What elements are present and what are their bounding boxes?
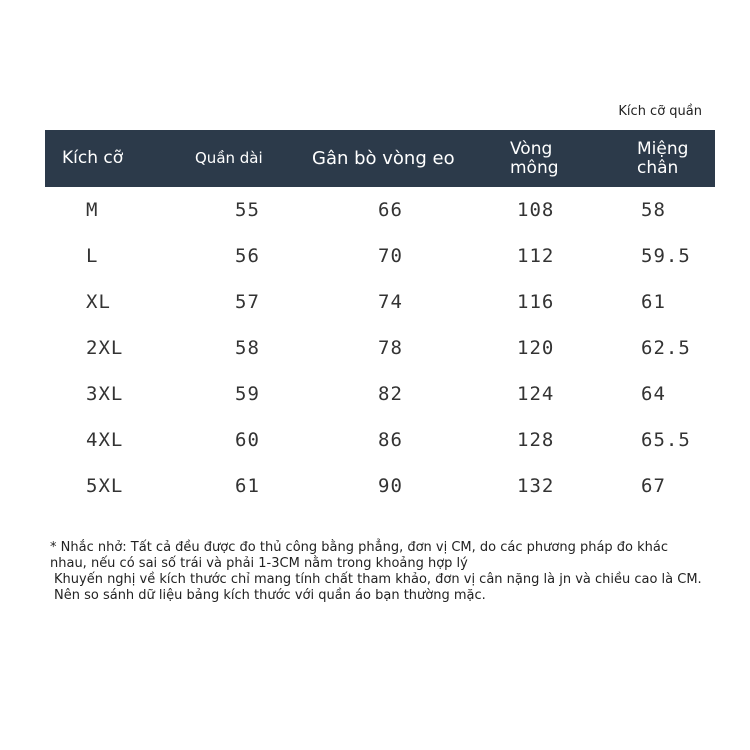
header-leg-opening: Miệng chân [637, 138, 689, 178]
cell-length: 59 [235, 383, 260, 405]
cell-leg-opening: 67 [641, 475, 666, 497]
cell-length: 55 [235, 199, 260, 221]
cell-hip: 116 [517, 291, 555, 313]
cell-leg-opening: 64 [641, 383, 666, 405]
cell-hip: 124 [517, 383, 555, 405]
header-length: Quần dài [195, 149, 263, 167]
table-row [45, 417, 715, 463]
cell-hip: 108 [517, 199, 555, 221]
cell-hip: 132 [517, 475, 555, 497]
cell-hip: 112 [517, 245, 555, 267]
cell-waist: 70 [378, 245, 403, 267]
cell-waist: 78 [378, 337, 403, 359]
cell-size: 2XL [86, 337, 124, 359]
cell-waist: 90 [378, 475, 403, 497]
cell-size: 3XL [86, 383, 124, 405]
header-waist: Gân bò vòng eo [312, 148, 455, 169]
note-line: * Nhắc nhở: Tất cả đều được đo thủ công bằng phẳng, đơn vị CM, do các phương pháp đo khác [50, 540, 669, 555]
table-row [45, 325, 715, 371]
cell-waist: 86 [378, 429, 403, 451]
cell-waist: 66 [378, 199, 403, 221]
cell-leg-opening: 59.5 [641, 245, 691, 267]
cell-size: 4XL [86, 429, 124, 451]
cell-leg-opening: 61 [641, 291, 666, 313]
cell-length: 56 [235, 245, 260, 267]
measurement-notes [50, 540, 722, 604]
cell-waist: 74 [378, 291, 403, 313]
cell-leg-opening: 58 [641, 199, 666, 221]
cell-size: XL [86, 291, 111, 313]
cell-size: L [86, 245, 99, 267]
cell-waist: 82 [378, 383, 403, 405]
cell-length: 61 [235, 475, 260, 497]
cell-hip: 120 [517, 337, 555, 359]
header-hip: Vòng mông [510, 138, 559, 178]
header-size: Kích cỡ [62, 148, 124, 168]
table-row [45, 463, 715, 509]
note-line: Khuyến nghị về kích thước chỉ mang tính chất tham khảo, đơn vị cân nặng là jn và chiều cao là CM. [54, 572, 702, 587]
cell-size: 5XL [86, 475, 124, 497]
table-header [45, 130, 715, 187]
cell-leg-opening: 62.5 [641, 337, 691, 359]
table-row [45, 187, 715, 233]
table-row [45, 371, 715, 417]
cell-length: 57 [235, 291, 260, 313]
size-chart-table [45, 130, 715, 509]
table-row [45, 233, 715, 279]
cell-length: 60 [235, 429, 260, 451]
note-line: nhau, nếu có sai số trái và phải 1-3CM nằm trong khoảng hợp lý [50, 556, 468, 571]
note-line: Nên so sánh dữ liệu bảng kích thước với quần áo bạn thường mặc. [54, 588, 486, 603]
cell-leg-opening: 65.5 [641, 429, 691, 451]
cell-hip: 128 [517, 429, 555, 451]
table-body [45, 187, 715, 509]
table-row [45, 279, 715, 325]
table-caption: Kích cỡ quần [618, 104, 702, 119]
cell-length: 58 [235, 337, 260, 359]
cell-size: M [86, 199, 99, 221]
